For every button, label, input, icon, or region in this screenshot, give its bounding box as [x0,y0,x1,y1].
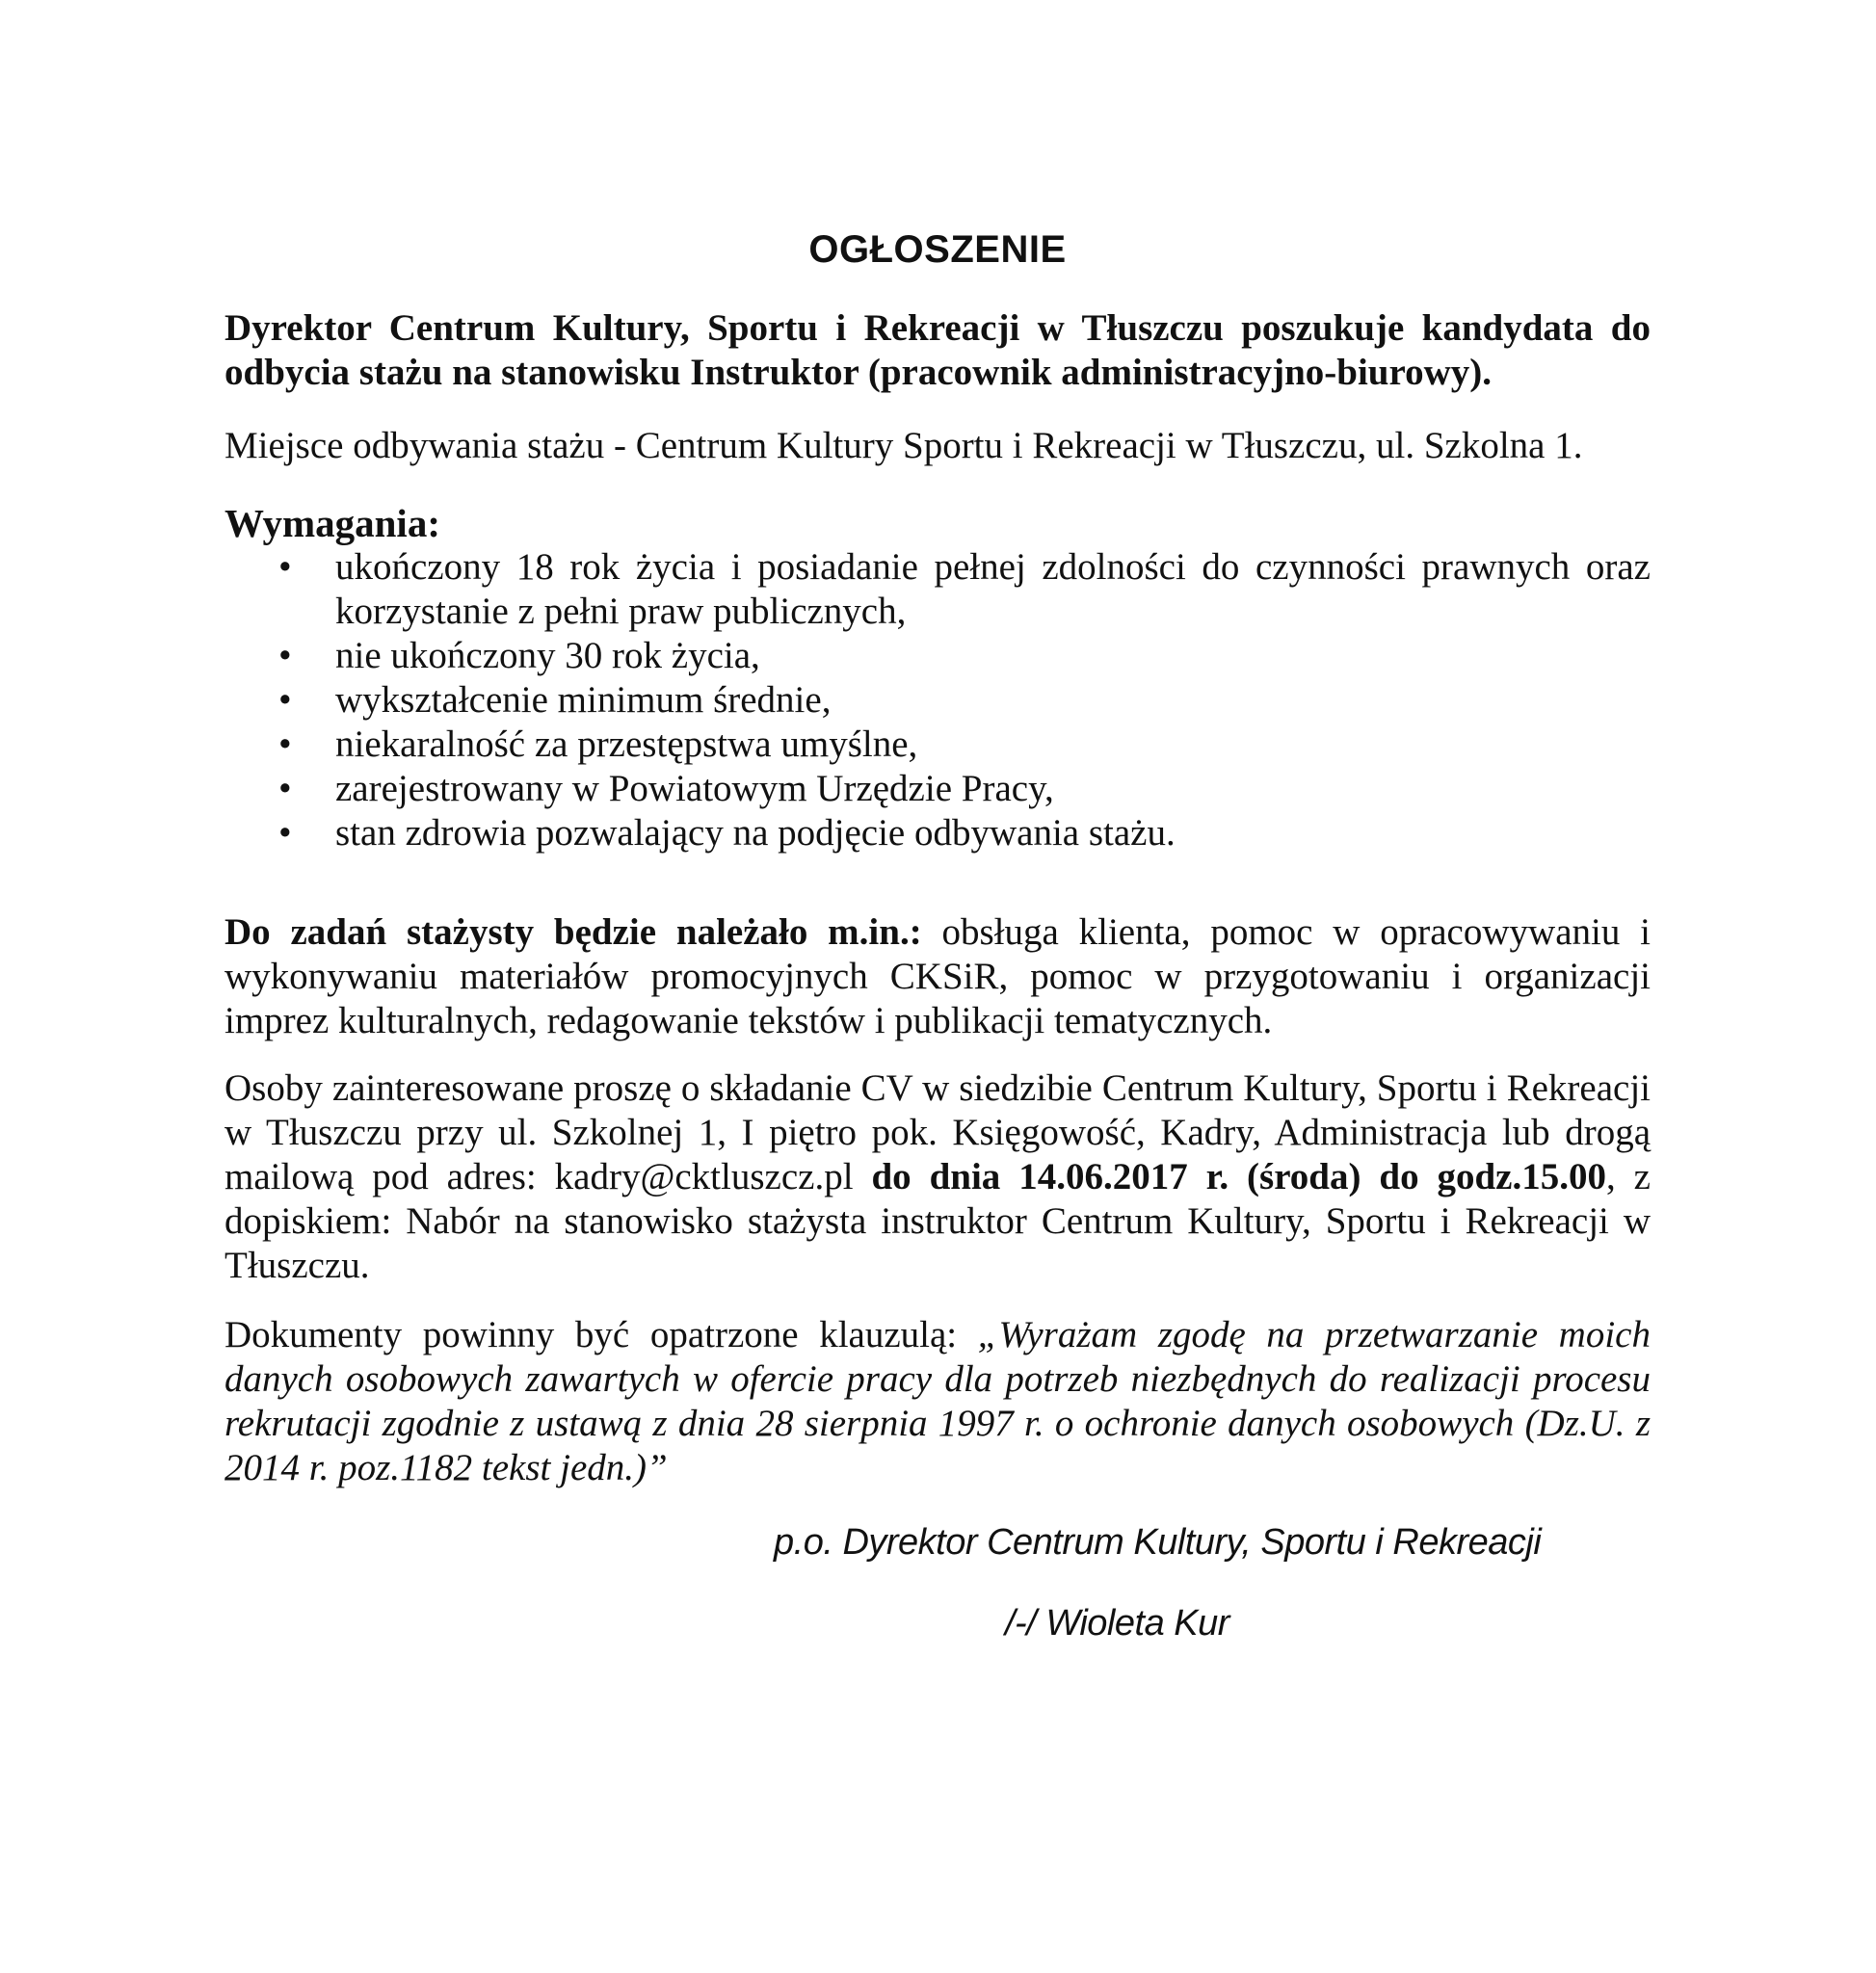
requirements-heading: Wymagania: [225,501,440,545]
bullet-icon: • [278,546,292,588]
bullet-icon: • [278,768,292,809]
signature-title: p.o. Dyrektor Centrum Kultury, Sportu i Rekreacji [774,1522,1542,1563]
requirement-item [225,545,1651,634]
requirement-item [225,723,1651,767]
duties-text: obsługa klienta, pomoc w opracowywaniu i wykonywaniu materiałów promocyjnych CKSiR, pomoc w przygotowaniu i organizacji imprez kulturalnych, redagowanie tekstów i publikacji tematycznych. [225,911,1651,1041]
bullet-icon: • [278,679,292,721]
requirement-item [225,634,1651,678]
application-note: , z dopiskiem: Nabór na stanowisko stażysta instruktor Centrum Kultury, Sportu i Rekreacji w Tłuszczu. [225,1156,1651,1286]
requirement-text: niekaralność za przestępstwa umyślne, [335,723,918,765]
signature-name: /-/ Wioleta Kur [1005,1603,1229,1644]
duties-lead: Do zadań stażysty będzie należało m.in.: [225,911,922,953]
clause-lead: Dokumenty powinny być opatrzone klauzulą: [225,1314,978,1355]
requirement-text: stan zdrowia pozwalający na podjęcie odbywania stażu. [335,812,1176,854]
bullet-icon: • [278,635,292,676]
requirement-text: nie ukończony 30 rok życia, [335,635,760,676]
document-title: OGŁOSZENIE [808,228,1067,271]
application-paragraph [225,1066,1651,1288]
internship-location: Miejsce odbywania stażu - Centrum Kultury Sportu i Rekreacji w Tłuszczu, ul. Szkolna 1. [225,425,1583,466]
application-text: Osoby zainteresowane proszę o składanie CV w siedzibie Centrum Kultury, Sportu i Rekreacji w Tłuszczu przy ul. Szkolnej 1, I piętro pok. Księgowość, Kadry, Administracja lub drogą mailową pod adres: kadry@cktluszcz.pl [225,1067,1651,1197]
bullet-icon: • [278,812,292,854]
requirement-text: zarejestrowany w Powiatowym Urzędzie Pracy, [335,768,1054,809]
intro-paragraph: Dyrektor Centrum Kultury, Sportu i Rekreacji w Tłuszczu poszukuje kandydata do odbycia stażu na stanowisku Instruktor (pracownik administracyjno-biurowy). [225,307,1651,393]
requirement-item [225,767,1651,811]
duties-paragraph [225,910,1651,1043]
requirements-list [225,545,1651,855]
bullet-icon: • [278,723,292,765]
consent-clause-paragraph [225,1313,1651,1490]
clause-quote: „Wyrażam zgodę na przetwarzanie moich danych osobowych zawartych w ofercie pracy dla potrzeb niezbędnych do realizacji procesu rekrutacji zgodnie z ustawą z dnia 28 sierpnia 1997 r. o ochronie danych osobowych (Dz.U. z 2014 r. poz.1182 tekst jedn.)” [225,1314,1651,1488]
requirement-text: ukończony 18 rok życia i posiadanie pełnej zdolności do czynności prawnych oraz korzystanie z pełni praw publicznych, [335,546,1651,632]
application-deadline: do dnia 14.06.2017 r. (środa) do godz.15.00 [871,1156,1606,1197]
requirement-text: wykształcenie minimum średnie, [335,679,832,721]
requirement-item [225,811,1651,855]
requirement-item [225,678,1651,723]
